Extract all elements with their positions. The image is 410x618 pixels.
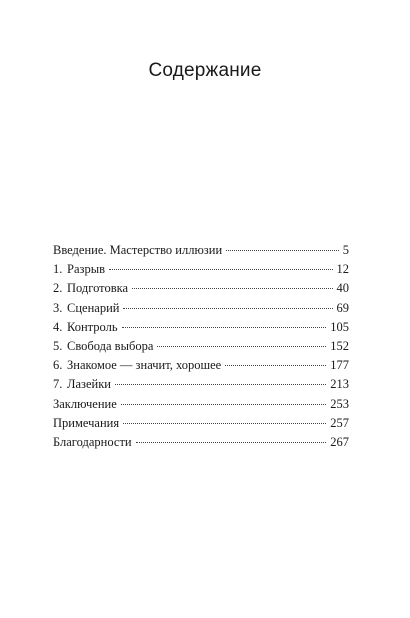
toc-entry-page: 213 bbox=[330, 377, 349, 392]
toc-entry-label: Знакомое — значит, хорошее bbox=[67, 358, 222, 373]
table-of-contents bbox=[53, 241, 349, 452]
toc-entry-conclusion bbox=[53, 395, 349, 414]
toc-entry-label: Сценарий bbox=[67, 300, 120, 315]
toc-entry-number: 5. bbox=[53, 339, 63, 354]
toc-entry-label: Свобода выбора bbox=[67, 339, 154, 354]
toc-entry-page: 5 bbox=[342, 243, 349, 257]
toc-entry-page: 12 bbox=[336, 262, 349, 277]
dot-leader bbox=[115, 384, 326, 385]
dot-leader bbox=[123, 308, 332, 309]
toc-entry-page: 257 bbox=[330, 415, 349, 430]
toc-entry-page: 152 bbox=[330, 339, 349, 354]
toc-entry-page: 267 bbox=[330, 435, 349, 450]
toc-entry-label: Разрыв bbox=[67, 262, 105, 277]
toc-entry-chapter-2 bbox=[53, 279, 349, 298]
toc-entry-acknowledgments bbox=[53, 433, 349, 452]
dot-leader bbox=[136, 442, 327, 443]
toc-entry-page: 69 bbox=[336, 300, 349, 315]
toc-entry-chapter-1 bbox=[53, 260, 349, 279]
toc-entry-number: 2. bbox=[53, 281, 63, 296]
toc-entry-notes bbox=[53, 414, 349, 433]
dot-leader bbox=[157, 346, 326, 347]
toc-entry-chapter-3 bbox=[53, 299, 349, 318]
toc-entry-number: 1. bbox=[53, 262, 63, 277]
dot-leader bbox=[121, 404, 327, 405]
toc-entry-number: 7. bbox=[53, 377, 63, 392]
page-title: Содержание bbox=[148, 60, 262, 81]
toc-entry-label: Подготовка bbox=[67, 281, 129, 296]
dot-leader bbox=[226, 250, 339, 251]
dot-leader bbox=[132, 288, 332, 289]
toc-entry-chapter-6 bbox=[53, 356, 349, 375]
toc-entry-number: 4. bbox=[53, 319, 63, 334]
toc-entry-label: Контроль bbox=[67, 319, 118, 334]
toc-entry-number: 3. bbox=[53, 300, 63, 315]
dot-leader bbox=[109, 269, 333, 270]
dot-leader bbox=[225, 365, 326, 366]
toc-entry-label: Лазейки bbox=[67, 377, 111, 392]
toc-entry-chapter-7 bbox=[53, 375, 349, 394]
dot-leader bbox=[122, 327, 327, 328]
toc-entry-label: Введение. Мастерство иллюзии bbox=[53, 243, 223, 257]
toc-entry-page: 40 bbox=[336, 281, 349, 296]
toc-entry-chapter-4 bbox=[53, 318, 349, 337]
toc-entry-number: 6. bbox=[53, 358, 63, 373]
toc-entry-page: 253 bbox=[330, 396, 349, 411]
toc-entry-introduction bbox=[53, 241, 349, 260]
dot-leader bbox=[123, 423, 326, 424]
toc-entry-label: Примечания bbox=[53, 415, 120, 430]
toc-entry-page: 177 bbox=[330, 358, 349, 373]
toc-entry-label: Благодарности bbox=[53, 435, 132, 450]
toc-entry-label: Заключение bbox=[53, 396, 117, 411]
toc-entry-chapter-5 bbox=[53, 337, 349, 356]
toc-entry-page: 105 bbox=[330, 319, 349, 334]
